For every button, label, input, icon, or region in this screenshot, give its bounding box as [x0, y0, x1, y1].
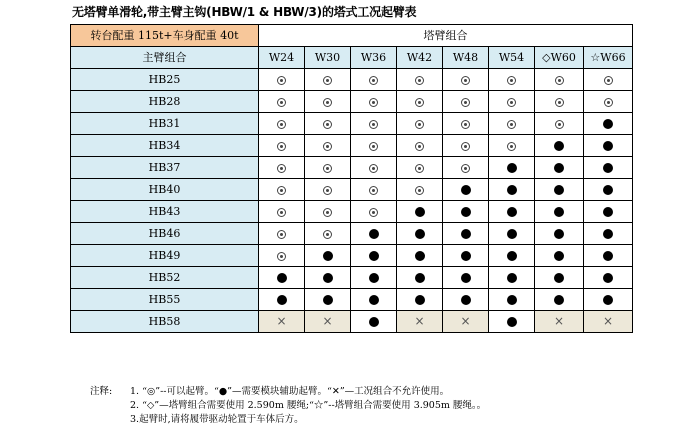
status-cell: [443, 135, 489, 157]
status-cell: [351, 223, 397, 245]
status-cell: [489, 91, 535, 113]
bullseye-icon: [369, 76, 378, 85]
status-cell: [397, 289, 443, 311]
bullseye-icon: [415, 76, 424, 85]
filled-dot-icon: [369, 251, 379, 261]
status-cell: [584, 91, 633, 113]
filled-dot-icon: [415, 295, 425, 305]
cross-icon: ×: [553, 314, 565, 328]
status-cell: [489, 223, 535, 245]
main-group-header: 主臂组合: [71, 47, 259, 69]
filled-dot-icon: [507, 251, 517, 261]
bullseye-icon: [415, 120, 424, 129]
filled-dot-icon: [461, 251, 471, 261]
bullseye-icon: [277, 230, 286, 239]
row-label: HB46: [71, 223, 259, 245]
boom-table: [70, 24, 633, 333]
row-label: HB49: [71, 245, 259, 267]
table-row: [71, 267, 633, 289]
status-cell: [489, 135, 535, 157]
bullseye-icon: [415, 164, 424, 173]
table-row: [71, 91, 633, 113]
status-cell: [535, 135, 584, 157]
filled-dot-icon: [554, 295, 564, 305]
status-cell: [305, 69, 351, 91]
bullseye-icon: [461, 120, 470, 129]
note-line: 3.起臂时,请将履带驱动轮置于车体后方。: [130, 414, 304, 425]
status-cell: [584, 267, 633, 289]
status-cell: [259, 135, 305, 157]
status-cell: [305, 223, 351, 245]
bullseye-icon: [507, 120, 516, 129]
bullseye-icon: [461, 164, 470, 173]
status-cell: [489, 245, 535, 267]
filled-dot-icon: [277, 273, 287, 283]
filled-dot-icon: [554, 251, 564, 261]
status-cell: [397, 267, 443, 289]
status-cell: [397, 135, 443, 157]
column-header: W36: [351, 47, 397, 69]
bullseye-icon: [604, 76, 613, 85]
column-header: W48: [443, 47, 489, 69]
status-cell: [535, 179, 584, 201]
status-cell: [305, 289, 351, 311]
bullseye-icon: [461, 76, 470, 85]
row-label: HB55: [71, 289, 259, 311]
row-label: HB25: [71, 69, 259, 91]
bullseye-icon: [507, 142, 516, 151]
bullseye-icon: [323, 208, 332, 217]
cross-icon: ×: [460, 314, 471, 328]
status-cell: [535, 267, 584, 289]
filled-dot-icon: [415, 229, 425, 239]
bullseye-icon: [507, 98, 516, 107]
status-cell: [584, 179, 633, 201]
page-title: 无塔臂单滑轮,带主臂主钩(HBW/1 & HBW/3)的塔式工况起臂表: [72, 5, 417, 19]
status-cell: [535, 113, 584, 135]
status-cell: [305, 157, 351, 179]
bullseye-icon: [369, 98, 378, 107]
bullseye-icon: [555, 98, 564, 107]
filled-dot-icon: [554, 141, 564, 151]
status-cell: [443, 289, 489, 311]
status-cell: [443, 113, 489, 135]
status-cell: [259, 69, 305, 91]
status-cell: [584, 223, 633, 245]
cross-icon: ×: [602, 314, 614, 328]
row-label: HB40: [71, 179, 259, 201]
table-row: [71, 223, 633, 245]
status-cell: [397, 113, 443, 135]
row-label: HB52: [71, 267, 259, 289]
filled-dot-icon: [323, 273, 333, 283]
bullseye-icon: [277, 252, 286, 261]
status-cell: [397, 157, 443, 179]
notes: [90, 385, 486, 427]
bullseye-icon: [277, 164, 286, 173]
status-cell: [397, 245, 443, 267]
filled-dot-icon: [603, 273, 613, 283]
bullseye-icon: [323, 186, 332, 195]
table-row: [71, 69, 633, 91]
filled-dot-icon: [369, 317, 379, 327]
status-cell: [259, 245, 305, 267]
bullseye-icon: [461, 142, 470, 151]
filled-dot-icon: [323, 295, 333, 305]
status-cell: [305, 245, 351, 267]
status-cell: [397, 91, 443, 113]
row-label: HB58: [71, 311, 259, 333]
status-cell: [443, 201, 489, 223]
status-cell: [443, 91, 489, 113]
bullseye-icon: [277, 208, 286, 217]
status-cell: [443, 157, 489, 179]
table-row: [71, 311, 633, 333]
status-cell: [489, 311, 535, 333]
status-cell: [397, 223, 443, 245]
status-cell: [259, 311, 305, 333]
filled-dot-icon: [369, 295, 379, 305]
status-cell: [305, 311, 351, 333]
counterweight-config: 转台配重 115t+车身配重 40t: [71, 25, 259, 47]
status-cell: [259, 157, 305, 179]
status-cell: [489, 69, 535, 91]
status-cell: [535, 311, 584, 333]
table-row: [71, 245, 633, 267]
filled-dot-icon: [554, 163, 564, 173]
bullseye-icon: [277, 76, 286, 85]
bullseye-icon: [461, 98, 470, 107]
filled-dot-icon: [415, 251, 425, 261]
row-label: HB28: [71, 91, 259, 113]
bullseye-icon: [604, 98, 613, 107]
status-cell: [259, 267, 305, 289]
bullseye-icon: [415, 142, 424, 151]
column-header: ◇W60: [535, 47, 584, 69]
table-row: [71, 201, 633, 223]
filled-dot-icon: [277, 295, 287, 305]
filled-dot-icon: [603, 141, 613, 151]
status-cell: [443, 179, 489, 201]
status-cell: [535, 69, 584, 91]
status-cell: [351, 245, 397, 267]
filled-dot-icon: [369, 273, 379, 283]
cross-icon: ×: [276, 314, 287, 328]
status-cell: [489, 267, 535, 289]
bullseye-icon: [323, 98, 332, 107]
filled-dot-icon: [461, 185, 471, 195]
note-line: 1. “◎”--可以起臂。“●”—需要模块辅助起臂。“✕”—工况组合不允许使用。: [130, 386, 450, 397]
status-cell: [584, 113, 633, 135]
bullseye-icon: [507, 76, 516, 85]
status-cell: [351, 91, 397, 113]
bullseye-icon: [323, 120, 332, 129]
filled-dot-icon: [507, 317, 517, 327]
filled-dot-icon: [461, 229, 471, 239]
status-cell: [535, 91, 584, 113]
status-cell: [397, 69, 443, 91]
cross-icon: ×: [322, 314, 333, 328]
status-cell: [351, 113, 397, 135]
filled-dot-icon: [603, 119, 613, 129]
filled-dot-icon: [603, 163, 613, 173]
table-row: [71, 157, 633, 179]
filled-dot-icon: [507, 163, 517, 173]
filled-dot-icon: [507, 273, 517, 283]
status-cell: [259, 201, 305, 223]
status-cell: [535, 245, 584, 267]
status-cell: [351, 179, 397, 201]
filled-dot-icon: [554, 229, 564, 239]
table-row: [71, 135, 633, 157]
filled-dot-icon: [603, 251, 613, 261]
filled-dot-icon: [603, 229, 613, 239]
filled-dot-icon: [461, 273, 471, 283]
row-label: HB31: [71, 113, 259, 135]
status-cell: [489, 157, 535, 179]
status-cell: [443, 223, 489, 245]
filled-dot-icon: [507, 185, 517, 195]
status-cell: [584, 201, 633, 223]
status-cell: [305, 91, 351, 113]
bullseye-icon: [415, 186, 424, 195]
bullseye-icon: [369, 186, 378, 195]
column-header: W24: [259, 47, 305, 69]
status-cell: [351, 311, 397, 333]
status-cell: [305, 135, 351, 157]
cross-icon: ×: [414, 314, 425, 328]
status-cell: [489, 201, 535, 223]
status-cell: [259, 179, 305, 201]
bullseye-icon: [277, 120, 286, 129]
status-cell: [584, 135, 633, 157]
bullseye-icon: [323, 142, 332, 151]
bullseye-icon: [277, 142, 286, 151]
table-row: [71, 179, 633, 201]
status-cell: [535, 157, 584, 179]
status-cell: [351, 267, 397, 289]
filled-dot-icon: [603, 295, 613, 305]
bullseye-icon: [369, 142, 378, 151]
column-header: W54: [489, 47, 535, 69]
bullseye-icon: [323, 230, 332, 239]
filled-dot-icon: [603, 185, 613, 195]
filled-dot-icon: [603, 207, 613, 217]
filled-dot-icon: [507, 295, 517, 305]
status-cell: [397, 201, 443, 223]
row-label: HB37: [71, 157, 259, 179]
status-cell: [443, 311, 489, 333]
row-label: HB43: [71, 201, 259, 223]
status-cell: [351, 157, 397, 179]
note-line: 2. “◇”—塔臂组合需要使用 2.590m 腰绳;“☆”--塔臂组合需要使用 3.905m 腰绳。。: [130, 400, 487, 411]
tower-group-header: 塔臂组合: [259, 25, 633, 47]
filled-dot-icon: [507, 229, 517, 239]
column-header: W42: [397, 47, 443, 69]
filled-dot-icon: [554, 185, 564, 195]
bullseye-icon: [323, 164, 332, 173]
status-cell: [305, 113, 351, 135]
bullseye-icon: [415, 98, 424, 107]
status-cell: [259, 113, 305, 135]
bullseye-icon: [555, 120, 564, 129]
status-cell: [305, 267, 351, 289]
status-cell: [351, 201, 397, 223]
filled-dot-icon: [507, 207, 517, 217]
status-cell: [305, 179, 351, 201]
column-header: ☆W66: [584, 47, 633, 69]
bullseye-icon: [555, 76, 564, 85]
status-cell: [351, 69, 397, 91]
status-cell: [489, 113, 535, 135]
status-cell: [397, 311, 443, 333]
filled-dot-icon: [461, 207, 471, 217]
status-cell: [259, 91, 305, 113]
status-cell: [443, 69, 489, 91]
filled-dot-icon: [554, 207, 564, 217]
bullseye-icon: [277, 98, 286, 107]
status-cell: [259, 223, 305, 245]
status-cell: [397, 179, 443, 201]
status-cell: [259, 289, 305, 311]
status-cell: [584, 289, 633, 311]
column-header: W30: [305, 47, 351, 69]
status-cell: [535, 289, 584, 311]
table-row: [71, 289, 633, 311]
bullseye-icon: [277, 186, 286, 195]
status-cell: [489, 289, 535, 311]
filled-dot-icon: [415, 273, 425, 283]
filled-dot-icon: [415, 207, 425, 217]
status-cell: [535, 201, 584, 223]
bullseye-icon: [369, 208, 378, 217]
status-cell: [305, 201, 351, 223]
filled-dot-icon: [323, 251, 333, 261]
table-row: [71, 113, 633, 135]
status-cell: [351, 135, 397, 157]
bullseye-icon: [369, 120, 378, 129]
bullseye-icon: [369, 164, 378, 173]
status-cell: [443, 245, 489, 267]
status-cell: [584, 311, 633, 333]
status-cell: [584, 245, 633, 267]
notes-label: 注释:: [90, 386, 113, 397]
filled-dot-icon: [461, 295, 471, 305]
status-cell: [535, 223, 584, 245]
status-cell: [584, 69, 633, 91]
status-cell: [489, 179, 535, 201]
row-label: HB34: [71, 135, 259, 157]
bullseye-icon: [323, 76, 332, 85]
status-cell: [443, 267, 489, 289]
filled-dot-icon: [369, 229, 379, 239]
status-cell: [351, 289, 397, 311]
filled-dot-icon: [554, 273, 564, 283]
status-cell: [584, 157, 633, 179]
